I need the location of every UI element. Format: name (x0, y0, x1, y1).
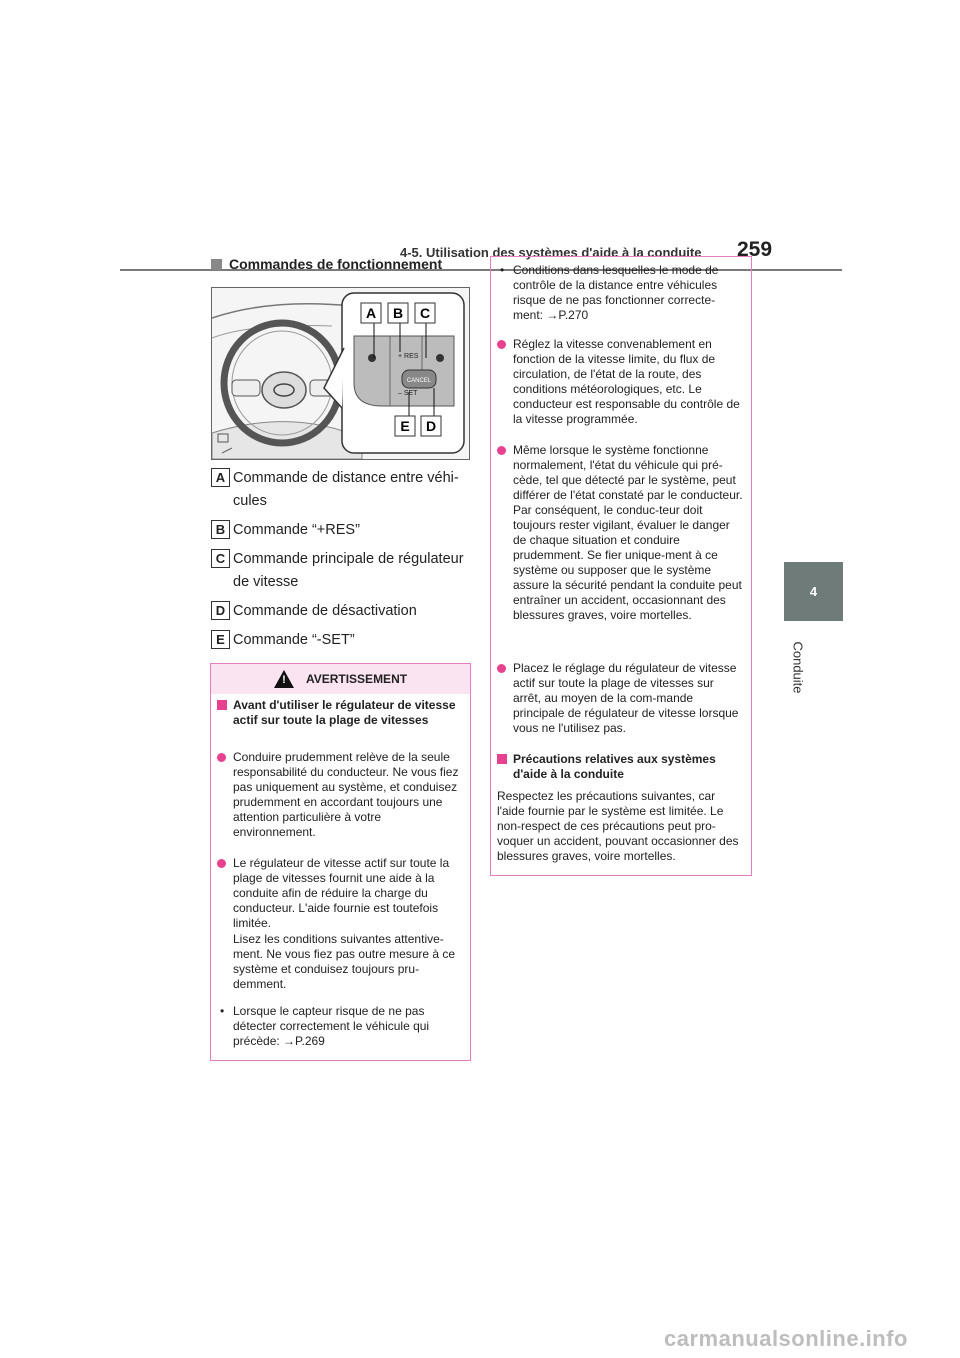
steering-wheel-illustration (212, 288, 469, 459)
legend-key: C (211, 549, 230, 568)
legend-text: Commande principale de régulateur de vitesse (233, 551, 464, 590)
circle-bullet-icon (497, 340, 506, 349)
chapter-label: Conduite (790, 641, 806, 694)
notes-box: • Conditions dans lesquelles le mode de contrôle de la distance entre véhicules risque de ne pas fonctionner correcte-ment: →P.270 Réglez la vitesse convenablement en fonction de la vitesse limite, du flux de circulation, de l'état de la route, des conditions météorologiques, etc. Le conducteur est responsable du contrôle de la vitesse programmée. Même lorsque le système fonctionne normalement, l'état du véhicule qui pré-cède, tel que détecté par le système, peut différer de l'état constaté par le conducteur. Par conséquent, le conduc-teur doit toujours rester vigilant, évaluer le danger de chaque situation et conduire prudemment. Se fier unique-ment à ce système ou supposer que le système assure la sécurité pendant la conduite peut entraîner un accident, occasionnant des blessures graves, voire mortelles. Placez le réglage du régulateur de vitesse actif sur toute la plage de vitesses sur arrêt, au moyen de la com-mande principale de régulateur de vitesse lorsque vous ne l'utilisez pas. Précautions relatives aux systèmes d'aide à la conduite Respectez les précautions suivantes, car l'aide fournie par le système est limitée. Le non-respect de ces précautions peut pro-voquer un accident, pouvant occasionner des blessures graves, voire mortelles. (490, 256, 752, 876)
circle-bullet-icon (217, 753, 226, 762)
section-title: 4-5. Utilisation des systèmes d'aide à la conduite (400, 245, 702, 260)
steering-wheel-figure (211, 287, 470, 460)
legend-key: A (211, 468, 230, 487)
circle-bullet-icon (217, 859, 226, 868)
legend-key: E (211, 630, 230, 649)
warning-title: AVERTISSEMENT (305, 672, 408, 686)
square-bullet-icon (217, 700, 227, 710)
figure-label-a: A (365, 305, 377, 321)
figure-label-b: B (392, 305, 404, 321)
set-button-label: – SET (398, 390, 418, 397)
res-button-label: + RES (398, 353, 419, 360)
figure-label-d: D (425, 418, 437, 434)
circle-bullet-icon (497, 446, 506, 455)
page-number: 259 (737, 238, 773, 261)
legend-key: D (211, 601, 230, 620)
arrow-right-icon: → (283, 1034, 296, 1048)
warning-box: ! AVERTISSEMENT Avant d'utiliser le régulateur de vitesse actif sur toute la plage de vitesses Conduire prudemment relève de la seule responsabilité du conducteur. Ne vous fiez pas uniquement au système, et conduisez prudemment en accordant toujours une attention particulière à votre environnement. Le régulateur de vitesse actif sur toute la plage de vitesses fournit une aide à la conduite afin de réduire la charge du conducteur. L'aide fournie est toutefois limitée. Lisez les conditions suivantes attentive-ment. Ne vous fiez pas outre mesure à ce système et conduisez toujours pru-demment. • Lorsque le capteur risque de ne pas détecter correctement le véhicule qui précède: →P.269 (210, 663, 471, 1061)
chapter-tab[interactable]: 4 (784, 562, 843, 621)
warning-header (211, 664, 470, 694)
figure-label-e: E (400, 418, 410, 434)
square-bullet-icon (211, 259, 222, 270)
circle-bullet-icon (497, 664, 506, 673)
watermark: carmanualsonline.info (664, 1326, 908, 1351)
commands-heading: Commandes de fonctionnement (211, 256, 442, 272)
arrow-right-icon: → (546, 308, 559, 322)
warning-icon: ! (274, 670, 294, 688)
legend-key: B (211, 520, 230, 539)
page-reference-link[interactable]: P.270 (558, 308, 589, 322)
figure-label-c: C (419, 305, 431, 321)
note-paragraph: Respectez les précautions suivantes, car l'aide fournie par le système est limitée. Le non-respect de ces précautions peut pro-voquer un accident, pouvant occasionner des blessures graves, voire mortelles. (497, 789, 739, 863)
cancel-button-label: CANCEL (406, 378, 432, 384)
square-bullet-icon (497, 754, 507, 764)
legend-text: Commande de distance entre véhi-cules (233, 470, 459, 509)
legend-text: Commande de désactivation (233, 603, 417, 619)
page-reference-link[interactable]: P.269 (295, 1034, 325, 1048)
legend-text: Commande “+RES” (233, 522, 360, 538)
legend-text: Commande “-SET” (233, 632, 355, 648)
